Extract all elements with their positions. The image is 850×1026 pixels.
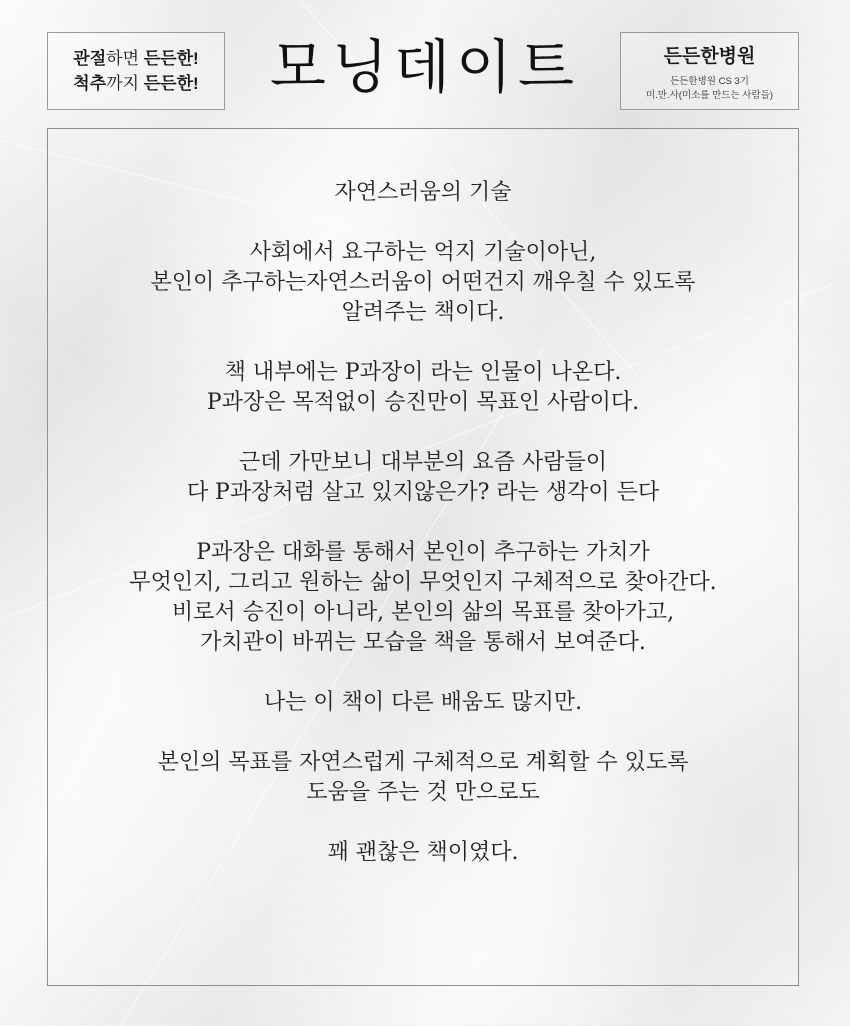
slogan-word: 까지 [106,74,140,93]
hospital-badge [620,32,799,110]
review-paragraph [48,178,798,208]
review-line: 가치관이 바뀌는 모습을 책을 통해서 보여준다. [200,630,646,655]
slogan-word: 관절 [73,49,107,68]
review-paragraph [48,358,798,418]
review-line: P과장은 대화를 통해서 본인이 추구하는 가치가 [196,540,650,565]
review-line: P과장은 목적없이 승진만이 목표인 사람이다. [206,390,640,415]
review-card [47,128,799,986]
hospital-team: 든든한병원 CS 3기 [670,76,749,87]
review-line: 꽤 괜찮은 책이였다. [327,840,519,865]
review-line: 나는 이 책이 다른 배움도 많지만. [263,690,583,715]
slogan-word: 척추 [73,74,107,93]
review-paragraph [48,538,798,658]
page-title: 모닝데이트 [269,33,581,101]
review-line: 도움을 주는 것 만으로도 [306,780,540,805]
review-line: 다 P과장처럼 살고 있지않은가? 라는 생각이 든다 [186,480,660,505]
review-line: 본인의 목표를 자연스럽게 구체적으로 계획할 수 있도록 [157,750,689,775]
review-paragraph [48,748,798,808]
review-paragraph [48,688,798,718]
review-line: 무엇인지, 그리고 원하는 삶이 무엇인지 구체적으로 찾아간다. [129,570,717,595]
hospital-team-motto: 미.만.사(미소를 만드는 사람들) [645,90,773,101]
review-line: 근데 가만보니 대부분의 요즘 사람들이 [238,450,607,475]
review-paragraph [48,448,798,508]
slogan-line-1 [73,46,198,71]
review-line: 자연스러움의 기술 [334,180,512,205]
slogan-word: 든든한! [143,49,199,68]
review-body [48,178,798,898]
review-line: 알려주는 책이다. [341,300,505,325]
slogan-line-2 [73,71,198,96]
review-line: 비로서 승진이 아니라, 본인의 삶의 목표를 찾아가고, [171,600,675,625]
review-paragraph [48,238,798,328]
slogan-badge [47,32,225,110]
review-line: 사회에서 요구하는 억지 기술이아닌, [249,240,597,265]
review-paragraph [48,838,798,868]
review-line: 본인이 추구하는자연스러움이 어떤건지 깨우칠 수 있도록 [150,270,696,295]
slogan-word: 하면 [106,49,140,68]
hospital-name: 든든한병원 [663,46,756,67]
review-line: 책 내부에는 P과장이 라는 인물이 나온다. [224,360,622,385]
slogan-word: 든든한! [143,74,199,93]
